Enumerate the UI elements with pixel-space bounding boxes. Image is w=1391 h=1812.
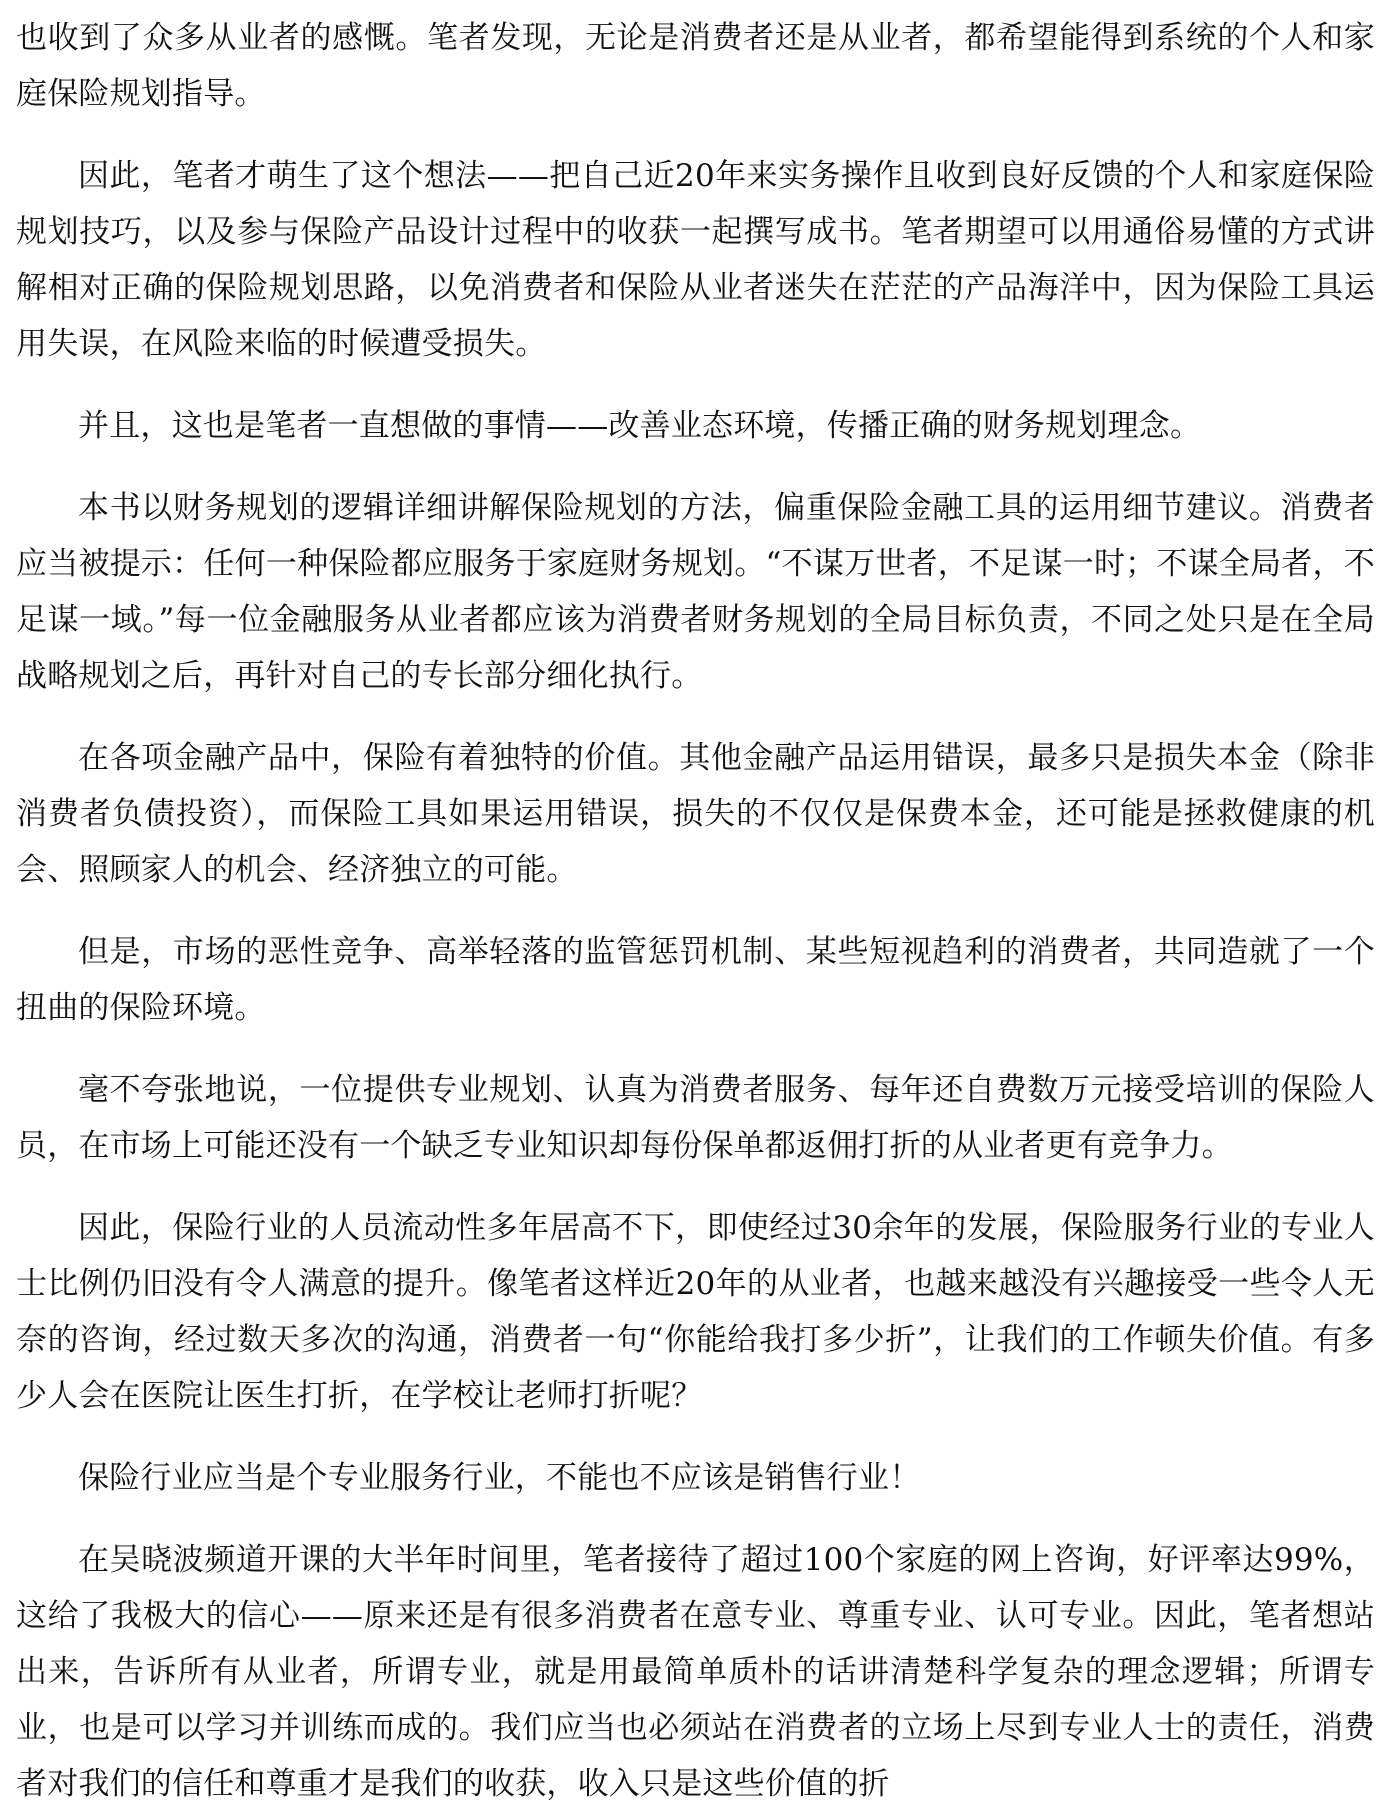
- paragraph: 并且，这也是笔者一直想做的事情——改善业态环境，传播正确的财务规划理念。: [78, 408, 1202, 444]
- paragraph: 毫不夸张地说，一位提供专业规划、认真为消费者服务、每年还自费数万元接受培训的保险人员，在市场上可能还没有一个缺乏专业知识却每份保单都返佣打折的从业者更有竞争力。: [16, 1072, 1375, 1164]
- paragraph: 因此，笔者才萌生了这个想法——把自己近20年来实务操作且收到良好反馈的个人和家庭保险规划技巧，以及参与保险产品设计过程中的收获一起撰写成书。笔者期望可以用通俗易懂的方式讲解相对正确的保险规划思路，以免消费者和保险从业者迷失在茫茫的产品海洋中，因为保险工具运用失误，在风险来临的时候遭受损失。: [16, 158, 1375, 362]
- paragraph-continuation: 也收到了众多从业者的感慨。笔者发现，无论是消费者还是从业者，都希望能得到系统的个人和家庭保险规划指导。: [16, 20, 1375, 112]
- paragraph: 因此，保险行业的人员流动性多年居高不下，即使经过30余年的发展，保险服务行业的专业人士比例仍旧没有令人满意的提升。像笔者这样近20年的从业者，也越来越没有兴趣接受一些令人无奈的咨询，经过数天多次的沟通，消费者一句“你能给我打多少折”，让我们的工作顿失价值。有多少人会在医院让医生打折，在学校让老师打折呢？: [16, 1210, 1375, 1414]
- paragraph: 本书以财务规划的逻辑详细讲解保险规划的方法，偏重保险金融工具的运用细节建议。消费者应当被提示：任何一种保险都应服务于家庭财务规划。“不谋万世者，不足谋一时；不谋全局者，不足谋一域。”每一位金融服务从业者都应该为消费者财务规划的全局目标负责，不同之处只是在全局战略规划之后，再针对自己的专长部分细化执行。: [16, 490, 1375, 694]
- paragraph: 但是，市场的恶性竞争、高举轻落的监管惩罚机制、某些短视趋利的消费者，共同造就了一个扭曲的保险环境。: [16, 934, 1375, 1026]
- paragraph: 保险行业应当是个专业服务行业，不能也不应该是销售行业！: [78, 1460, 921, 1496]
- paragraph: 在吴晓波频道开课的大半年时间里，笔者接待了超过100个家庭的网上咨询，好评率达99%，这给了我极大的信心——原来还是有很多消费者在意专业、尊重专业、认可专业。因此，笔者想站出来，告诉所有从业者，所谓专业，就是用最简单质朴的话讲清楚科学复杂的理念逻辑；所谓专业，也是可以学习并训练而成的。我们应当也必须站在消费者的立场上尽到专业人士的责任，消费者对我们的信任和尊重才是我们的收获，收入只是这些价值的折: [16, 1542, 1375, 1802]
- paragraph: 在各项金融产品中，保险有着独特的价值。其他金融产品运用错误，最多只是损失本金（除非消费者负债投资），而保险工具如果运用错误，损失的不仅仅是保费本金，还可能是拯救健康的机会、照顾家人的机会、经济独立的可能。: [16, 740, 1375, 888]
